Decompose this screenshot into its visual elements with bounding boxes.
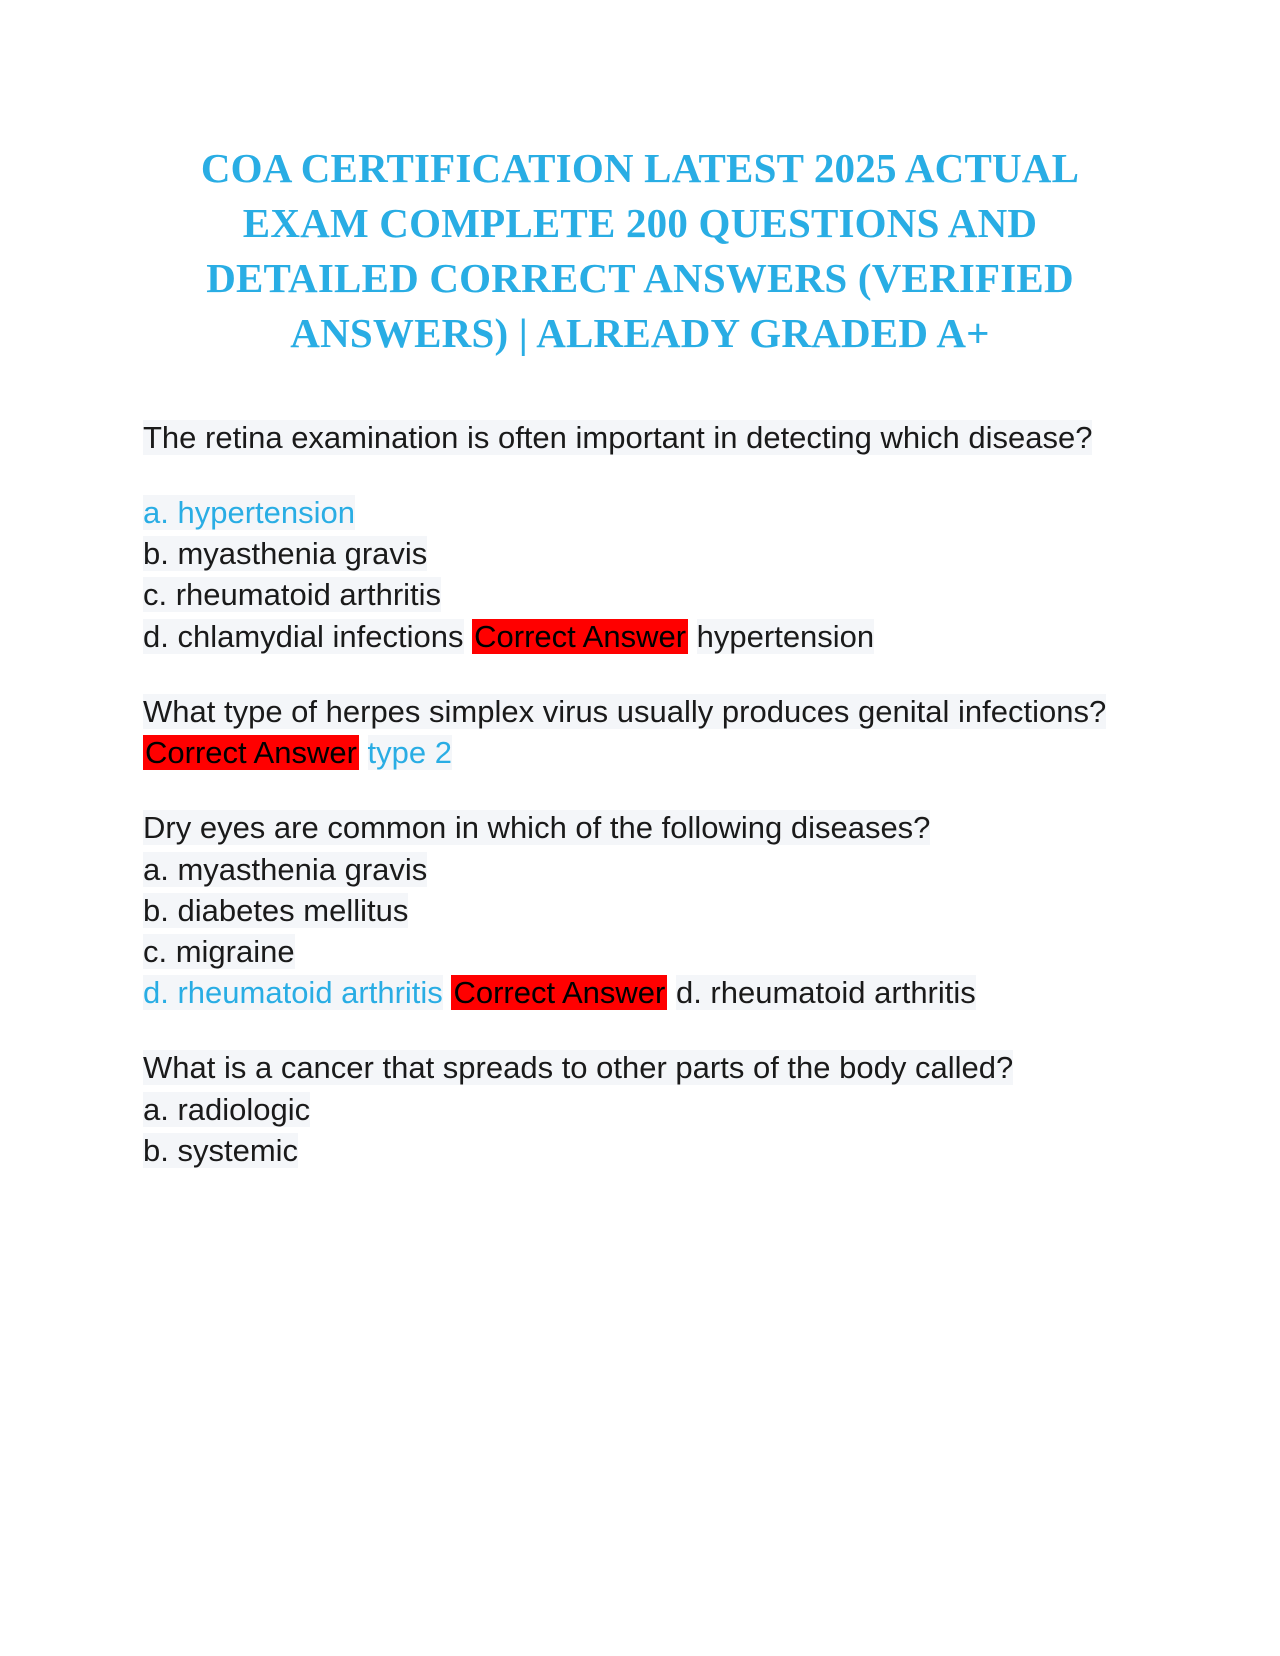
- option-label: a. myasthenia gravis: [143, 851, 428, 887]
- option-row: [143, 533, 1130, 574]
- page-title: COA CERTIFICATION LATEST 2025 ACTUAL EXAM COMPLETE 200 QUESTIONS AND DETAILED CORRECT ANSWERS (VERIFIED ANSWERS) | ALREADY GRADED A+: [200, 145, 1080, 356]
- question-prompt: [143, 417, 1130, 458]
- option-row: [143, 849, 1130, 890]
- qa-group: [143, 1047, 1130, 1171]
- option-row-with-answer: [143, 616, 1130, 657]
- option-label: b. myasthenia gravis: [143, 536, 428, 572]
- answer-text: d. rheumatoid arthritis: [675, 975, 976, 1011]
- qa-group: [143, 807, 1130, 1013]
- option-row-with-answer: [143, 972, 1130, 1013]
- document-body: [0, 417, 1280, 1171]
- correct-answer-badge: Correct Answer: [474, 618, 687, 654]
- question-prompt: [143, 1047, 1130, 1088]
- option-label: b. diabetes mellitus: [143, 892, 409, 928]
- question-prompt-text: What is a cancer that spreads to other parts of the body called?: [143, 1050, 1014, 1086]
- correct-answer-badge: Correct Answer: [453, 975, 666, 1011]
- question-prompt-with-answer: [143, 691, 1130, 773]
- option-row: [143, 574, 1130, 615]
- answer-text: type 2: [367, 735, 452, 771]
- correct-answer-badge: Correct Answer: [145, 735, 357, 771]
- option-row: [143, 492, 1130, 533]
- qa-group: [143, 417, 1130, 657]
- option-label: c. migraine: [143, 933, 295, 969]
- option-row: [143, 1089, 1130, 1130]
- question-prompt-text: What type of herpes simplex virus usually produces genital infections?: [143, 693, 1107, 729]
- option-label: c. rheumatoid arthritis: [143, 577, 442, 613]
- option-row: [143, 890, 1130, 931]
- option-row: [143, 931, 1130, 972]
- option-label: a. hypertension: [143, 494, 355, 530]
- answer-text: hypertension: [696, 618, 875, 654]
- option-label: a. radiologic: [143, 1091, 311, 1127]
- question-prompt: [143, 807, 1130, 848]
- option-label: d. rheumatoid arthritis: [143, 975, 443, 1011]
- question-prompt-text: Dry eyes are common in which of the following diseases?: [143, 810, 931, 846]
- qa-group: [143, 691, 1130, 773]
- option-label: b. systemic: [143, 1132, 299, 1168]
- option-label: d. chlamydial infections: [143, 618, 464, 654]
- spacer: [143, 458, 1130, 492]
- question-prompt-text: The retina examination is often important in detecting which disease?: [143, 419, 1093, 455]
- option-row: [143, 1130, 1130, 1171]
